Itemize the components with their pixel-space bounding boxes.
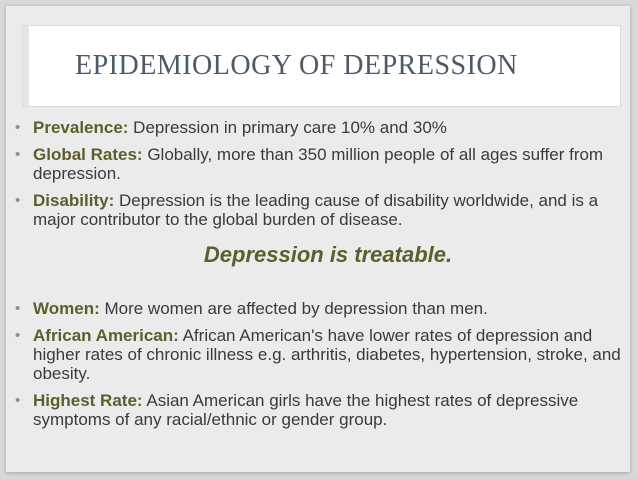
bullet-text: More women are affected by depression than men.	[99, 299, 488, 318]
title-box	[22, 25, 621, 107]
bullet-item-global-rates	[15, 145, 625, 183]
bullet-item-african-american	[15, 326, 625, 383]
bullet-icon: •	[15, 119, 21, 136]
slide-title: EPIDEMIOLOGY OF DEPRESSION	[75, 50, 518, 81]
slide	[6, 6, 630, 472]
bullet-item-disability	[15, 191, 625, 229]
bullet-text: Depression in primary care 10% and 30%	[128, 118, 447, 137]
slide-content	[15, 118, 625, 429]
bullet-icon: •	[15, 192, 21, 209]
bullet-icon: •	[15, 392, 21, 409]
bullet-item-prevalence	[15, 118, 625, 137]
bullet-text: African American's have lower rates of depression and higher rates of chronic illness e.g. arthritis, diabetes, hypertension, stroke, and obesity.	[33, 326, 621, 383]
bullet-list-bottom	[15, 299, 625, 429]
bullet-label: African American:	[33, 326, 179, 345]
bullet-list-top	[15, 118, 625, 229]
bullet-text: Globally, more than 350 million people of all ages suffer from depression.	[33, 145, 604, 183]
bullet-label: Women:	[33, 299, 100, 318]
bullet-label: Highest Rate:	[33, 391, 143, 410]
bullet-label: Global Rates:	[33, 145, 143, 164]
bullet-icon: •	[15, 300, 21, 317]
bullet-icon: •	[15, 146, 21, 163]
bullet-icon: •	[15, 327, 21, 344]
bullet-item-highest-rate	[15, 391, 625, 429]
bullet-label: Prevalence:	[33, 118, 129, 137]
bullet-text: Asian American girls have the highest rates of depressive symptoms of any racial/ethnic or gender group.	[33, 391, 579, 429]
emphasis-statement: Depression is treatable.	[203, 242, 453, 267]
bullet-text: Depression is the leading cause of disability worldwide, and is a major contributor to the global burden of disease.	[33, 191, 599, 229]
bullet-label: Disability:	[33, 191, 115, 210]
bullet-item-women	[15, 299, 625, 318]
